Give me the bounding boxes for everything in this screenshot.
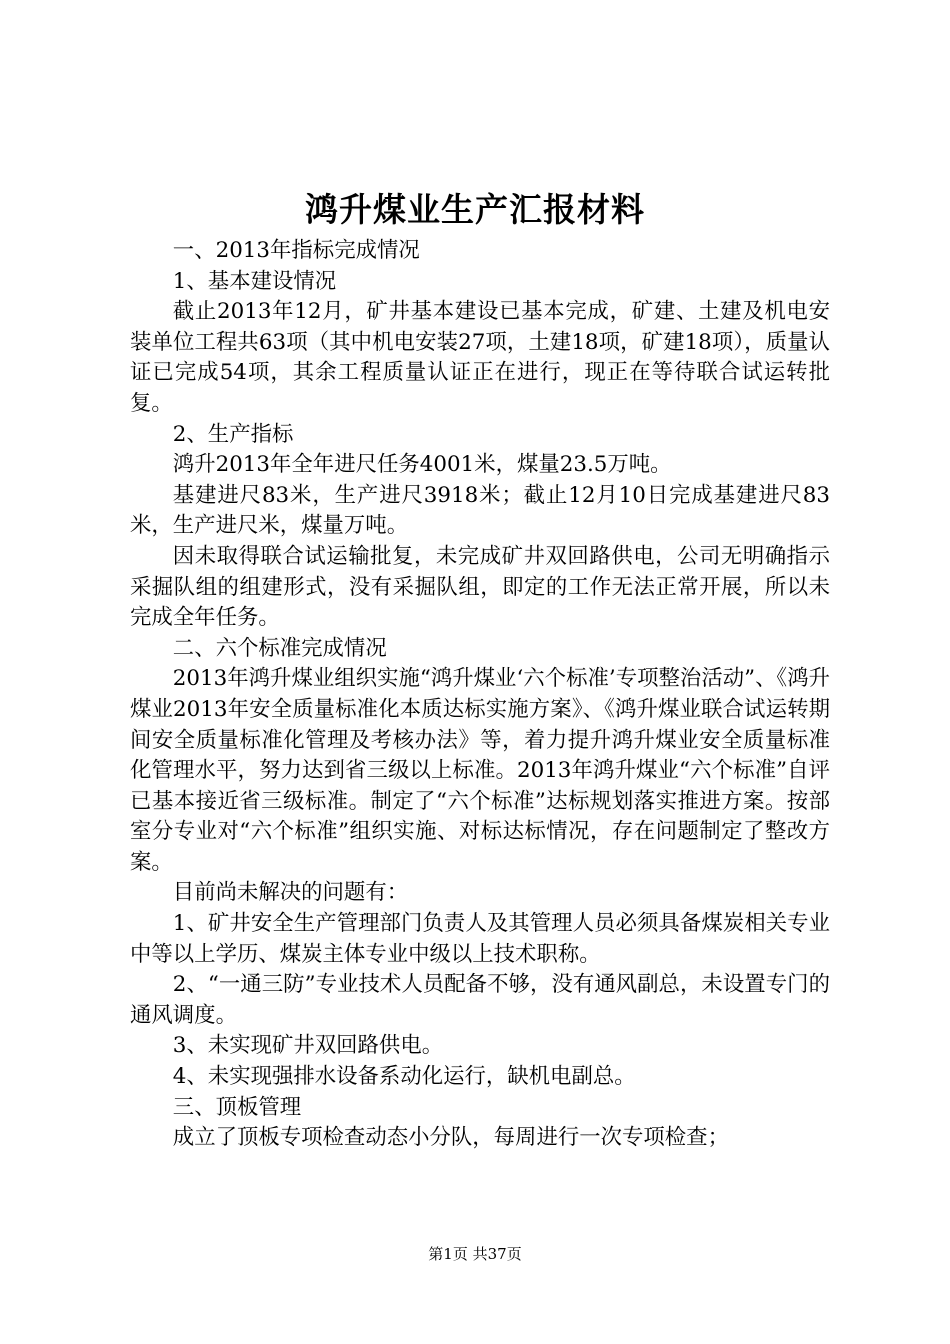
list-item-issue-1: 1、矿井安全生产管理部门负责人及其管理人员必须具备煤炭相关专业中等以上学历、煤炭主体专业中级以上技术职称。: [130, 911, 830, 967]
paragraph-construction: 截止2013年12月，矿井基本建设已基本完成，矿建、土建及机电安装单位工程共63项（其中机电安装27项，土建18项，矿建18项），质量认证已完成54项，其余工程质量认证正在进行，现正在等待联合试运转批复。: [130, 299, 830, 416]
heading-subsection-1: 1、基本建设情况: [172, 268, 337, 294]
heading-subsection-2: 2、生产指标: [172, 421, 294, 447]
paragraph-progress: 基建进尺83米，生产进尺3918米；截止12月10日完成基建进尺83米，生产进尺米，煤量万吨。: [130, 482, 830, 539]
heading-section-2: 二、六个标准完成情况: [172, 635, 387, 661]
list-item-issue-3: 3、未实现矿井双回路供电。: [172, 1033, 444, 1059]
page-number-footer: 第1页 共37页: [428, 1245, 522, 1263]
document-title: 鸿升煤业生产汇报材料: [305, 190, 645, 229]
list-item-issue-4: 4、未实现强排水设备系动化运行，缺机电副总。: [172, 1064, 636, 1090]
list-item-issue-2: 2、“一通三防”专业技术人员配备不够，没有通风副总，未设置专门的通风调度。: [130, 972, 830, 1028]
document-body: [130, 236, 830, 1154]
paragraph-roof-management: 成立了顶板专项检查动态小分队，每周进行一次专项检查；: [172, 1125, 729, 1151]
heading-section-3: 三、顶板管理: [172, 1094, 302, 1120]
heading-section-1: 一、2013年指标完成情况: [172, 238, 420, 263]
paragraph-annual-task: 鸿升2013年全年进尺任务4001米，煤量23.5万吨。: [172, 452, 672, 478]
paragraph-reasons: 因未取得联合试运输批复，未完成矿井双回路供电，公司无明确指示采掘队组的组建形式，没有采掘队组，即定的工作无法正常开展，所以未完成全年任务。: [130, 543, 830, 631]
paragraph-six-standards: 2013年鸿升煤业组织实施“鸿升煤业‘六个标准’专项整治活动”、《鸿升煤业2013年安全质量标准化本质达标实施方案》、《鸿升煤业联合试运转期间安全质量标准化管理及考核办法》等，着力提升鸿升煤业安全质量标准化管理水平，努力达到省三级以上标准。2013年鸿升煤业“六个标准”自评已基本接近省三级标准。制定了“六个标准”达标规划落实推进方案。按部室分专业对“六个标准”组织实施、对标达标情况，存在问题制定了整改方案。: [130, 666, 830, 875]
paragraph-open-issues-intro: 目前尚未解决的问题有：: [172, 880, 409, 906]
